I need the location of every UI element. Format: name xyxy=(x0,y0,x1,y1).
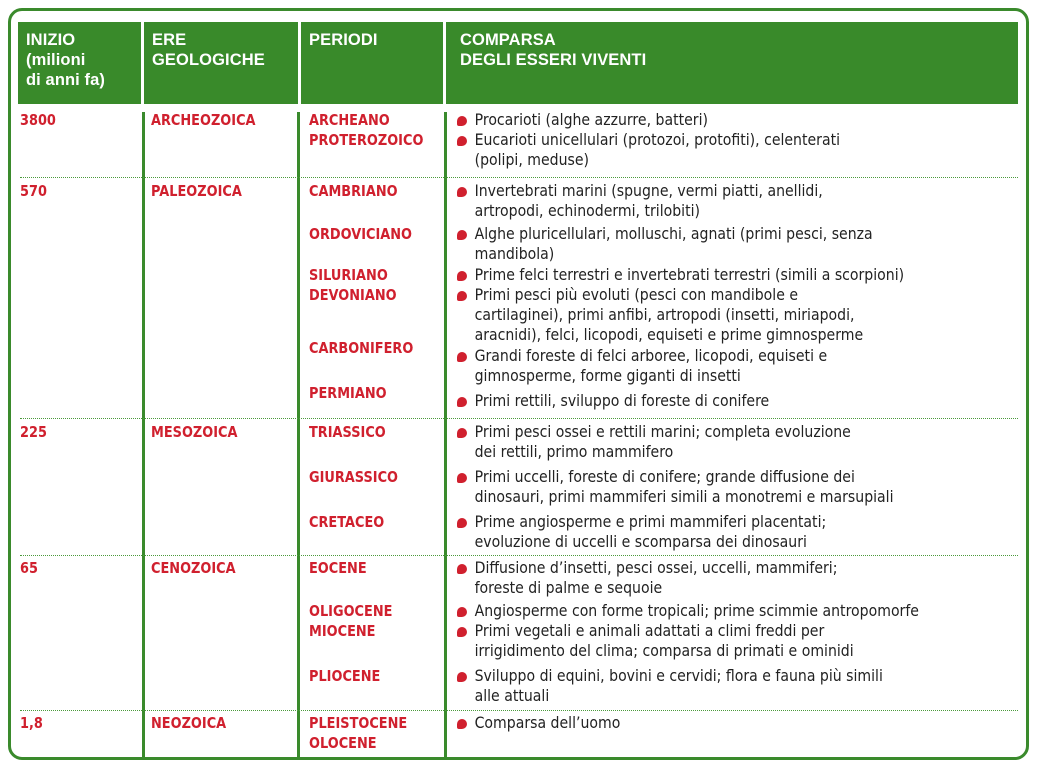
row-separator xyxy=(20,177,1018,178)
period-name: PERMIANO xyxy=(309,384,387,402)
organism-text: Prime felci terrestri e invertebrati terrestri (simili a scorpioni) xyxy=(474,265,905,284)
organism-text: Primi vegetali e animali adattati a climi freddi per irrigidimento del clima; comparsa di primati e ominidi xyxy=(474,621,854,660)
header-periodi xyxy=(301,22,443,104)
period-name: PROTEROZOICO xyxy=(309,131,424,149)
row-separator xyxy=(20,418,1018,419)
header-inizio-line: di anni fa) xyxy=(26,71,106,89)
period-name: ARCHEANO xyxy=(309,111,390,129)
header-comparsa-line: COMPARSA xyxy=(460,31,556,49)
organism-text: Comparsa dell’uomo xyxy=(474,713,621,732)
start-time-cell: 3800 xyxy=(20,111,56,129)
era-cell: ARCHEOZOICA xyxy=(151,111,256,129)
column-divider xyxy=(297,112,300,760)
header-ere xyxy=(144,22,298,104)
organism-list-item xyxy=(457,621,1017,661)
organism-text: Sviluppo di equini, bovini e cervidi; flora e fauna più simili alle attuali xyxy=(474,666,883,705)
organism-text: Angiosperme con forme tropicali; prime scimmie antropomorfe xyxy=(474,601,919,620)
organism-text: Primi pesci ossei e rettili marini; completa evoluzione dei rettili, primo mammifero xyxy=(474,422,851,461)
header-ere-line: ERE xyxy=(152,31,187,49)
start-time-cell: 1,8 xyxy=(20,714,43,732)
organism-list-item xyxy=(457,422,1017,462)
organism-list-item xyxy=(457,110,1017,130)
column-divider xyxy=(142,112,145,760)
start-time-cell: 65 xyxy=(20,559,38,577)
organism-text: Prime angiosperme e primi mammiferi placentati; evoluzione di uccelli e scomparsa dei dinosauri xyxy=(474,512,827,551)
organism-list-item xyxy=(457,512,1017,552)
organism-text: Primi rettili, sviluppo di foreste di conifere xyxy=(474,391,770,410)
header-inizio-line: INIZIO xyxy=(26,31,76,49)
period-name: PLEISTOCENE xyxy=(309,714,408,732)
period-name: TRIASSICO xyxy=(309,423,386,441)
period-name: CARBONIFERO xyxy=(309,339,414,357)
era-cell: NEOZOICA xyxy=(151,714,227,732)
organism-text: Invertebrati marini (spugne, vermi piatti, anellidi, artropodi, echinodermi, trilobiti) xyxy=(474,181,823,220)
row-separator xyxy=(20,555,1018,556)
organism-text: Alghe pluricellulari, molluschi, agnati (primi pesci, senza mandibola) xyxy=(474,224,873,263)
organism-list-item xyxy=(457,391,1017,411)
organism-list-item xyxy=(457,467,1017,507)
organism-list-item xyxy=(457,666,1017,706)
organism-text: Eucarioti unicellulari (protozoi, protofiti), celenterati (polipi, meduse) xyxy=(474,130,841,169)
organism-text: Grandi foreste di felci arboree, licopodi, equiseti e gimnosperme, forme giganti di insetti xyxy=(474,346,828,385)
period-name: PLIOCENE xyxy=(309,667,381,685)
period-name: MIOCENE xyxy=(309,622,376,640)
organism-list-item xyxy=(457,601,1017,621)
header-periodi-line: PERIODI xyxy=(309,31,378,49)
era-cell: PALEOZOICA xyxy=(151,182,242,200)
organism-list-item xyxy=(457,346,1017,386)
period-name: SILURIANO xyxy=(309,266,388,284)
organism-text: Primi pesci più evoluti (pesci con mandibole e cartilaginei), primi anfibi, artropodi (insetti, miriapodi, aracnidi), felci, licopodi, equiseti e prime gimnosperme xyxy=(474,285,864,344)
organism-list-item xyxy=(457,285,1017,345)
era-cell: CENOZOICA xyxy=(151,559,236,577)
period-name: OLIGOCENE xyxy=(309,602,393,620)
header-inizio xyxy=(18,22,141,104)
organism-list-item xyxy=(457,713,1017,733)
organism-list-item xyxy=(457,224,1017,264)
period-name: DEVONIANO xyxy=(309,286,397,304)
period-name: ORDOVICIANO xyxy=(309,225,413,243)
column-divider xyxy=(444,112,447,760)
period-name: CAMBRIANO xyxy=(309,182,398,200)
period-name: GIURASSICO xyxy=(309,468,399,486)
period-name: CRETACEO xyxy=(309,513,385,531)
start-time-cell: 225 xyxy=(20,423,47,441)
table-header xyxy=(18,22,1018,104)
row-separator xyxy=(20,710,1018,711)
period-name: OLOCENE xyxy=(309,734,377,752)
start-time-cell: 570 xyxy=(20,182,47,200)
organism-text: Primi uccelli, foreste di conifere; grande diffusione dei dinosauri, primi mammiferi simili a monotremi e marsupiali xyxy=(474,467,894,506)
organism-text: Procarioti (alghe azzurre, batteri) xyxy=(474,110,708,129)
era-cell: MESOZOICA xyxy=(151,423,238,441)
organism-list-item xyxy=(457,181,1017,221)
header-ere-line: GEOLOGICHE xyxy=(152,51,265,69)
period-name: EOCENE xyxy=(309,559,367,577)
header-comparsa-line: DEGLI ESSERI VIVENTI xyxy=(460,51,647,69)
header-inizio-line: (milioni xyxy=(26,51,86,69)
organism-list-item xyxy=(457,130,1017,170)
organism-list-item xyxy=(457,265,1017,285)
organism-list-item xyxy=(457,558,1017,598)
header-comparsa xyxy=(446,22,1018,104)
organism-text: Diffusione d’insetti, pesci ossei, uccelli, mammiferi; foreste di palme e sequoie xyxy=(474,558,838,597)
